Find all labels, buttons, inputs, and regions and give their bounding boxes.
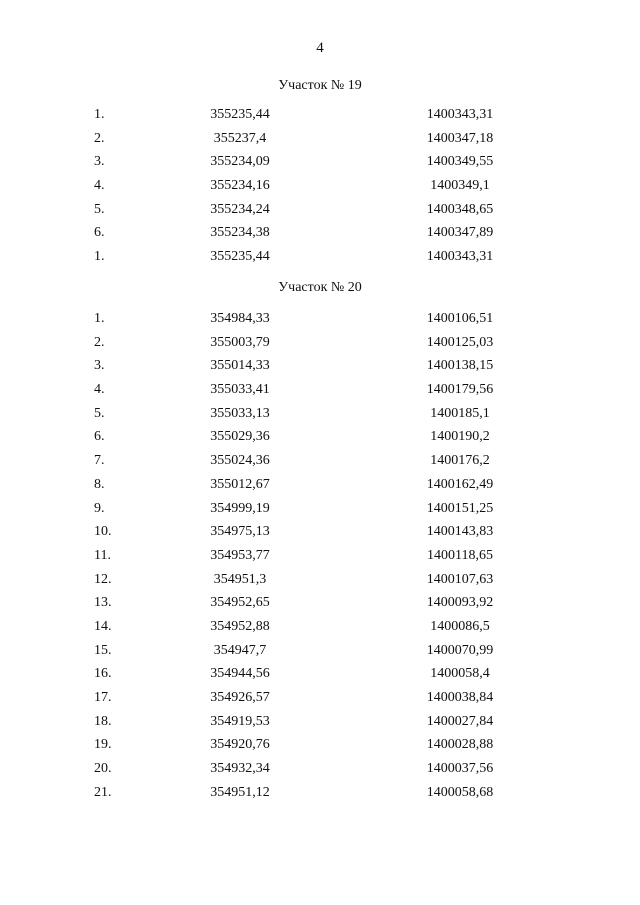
coordinate-x: 354947,7 bbox=[213, 642, 267, 658]
table-row bbox=[0, 615, 640, 639]
page-number: 4 bbox=[316, 40, 324, 56]
coordinate-y: 1400118,65 bbox=[427, 547, 493, 563]
coordinate-x: 354932,34 bbox=[210, 761, 270, 777]
coordinate-x: 354999,19 bbox=[210, 500, 270, 516]
coordinate-x: 355033,13 bbox=[210, 405, 270, 421]
coordinate-y: 1400070,99 bbox=[426, 642, 494, 658]
table-row bbox=[0, 221, 640, 245]
table-row bbox=[0, 781, 640, 805]
table-row bbox=[0, 174, 640, 198]
coordinate-x: 354926,57 bbox=[210, 690, 270, 705]
coordinate-y: 1400038,84 bbox=[426, 690, 494, 705]
table-row bbox=[0, 127, 640, 151]
coordinate-y: 1400348,65 bbox=[426, 201, 494, 217]
table-row bbox=[0, 354, 640, 378]
coordinate-x: 354975,13 bbox=[210, 524, 270, 540]
point-number: 3. bbox=[94, 154, 105, 170]
table-row bbox=[0, 331, 640, 355]
table-row bbox=[0, 307, 640, 331]
coordinate-x: 355012,67 bbox=[210, 476, 270, 492]
point-number: 4. bbox=[94, 178, 105, 194]
coordinate-x: 355024,36 bbox=[210, 453, 270, 469]
point-number: 6. bbox=[94, 429, 105, 445]
table-row bbox=[0, 662, 640, 686]
coordinate-x: 355237,4 bbox=[213, 130, 267, 146]
point-number: 5. bbox=[94, 201, 105, 217]
coordinate-y: 1400058,4 bbox=[430, 666, 490, 682]
table-row bbox=[0, 245, 640, 269]
point-number: 12. bbox=[94, 571, 112, 587]
coordinate-x: 354951,3 bbox=[213, 571, 267, 587]
coordinate-x: 355033,41 bbox=[210, 382, 270, 398]
table-row bbox=[0, 103, 640, 127]
coordinate-y: 1400143,83 bbox=[426, 524, 494, 540]
coordinate-y: 1400347,89 bbox=[426, 225, 494, 241]
point-number: 17. bbox=[94, 690, 112, 705]
point-number: 10. bbox=[94, 524, 112, 540]
coordinate-y: 1400185,1 bbox=[430, 405, 490, 421]
table-row bbox=[0, 198, 640, 222]
coordinate-y: 1400037,56 bbox=[426, 761, 494, 777]
coordinate-y: 1400343,31 bbox=[426, 107, 494, 122]
coordinate-y: 1400106,51 bbox=[426, 311, 494, 326]
point-number: 1. bbox=[94, 249, 105, 265]
point-number: 7. bbox=[94, 453, 105, 469]
point-number: 11. bbox=[94, 547, 111, 563]
coordinate-y: 1400086,5 bbox=[430, 618, 490, 634]
coordinate-y: 1400027,84 bbox=[426, 713, 494, 729]
table-row bbox=[0, 544, 640, 568]
coordinate-x: 355029,36 bbox=[210, 429, 270, 445]
coordinate-x: 355235,44 bbox=[210, 107, 270, 122]
point-number: 15. bbox=[94, 642, 112, 658]
coordinate-y: 1400093,92 bbox=[426, 595, 494, 611]
coordinate-y: 1400179,56 bbox=[426, 382, 494, 398]
coordinate-table bbox=[0, 103, 640, 269]
section-plot-19 bbox=[0, 74, 640, 269]
point-number: 1. bbox=[94, 311, 105, 326]
table-row bbox=[0, 449, 640, 473]
point-number: 9. bbox=[94, 500, 105, 516]
point-number: 19. bbox=[94, 737, 112, 753]
point-number: 8. bbox=[94, 476, 105, 492]
point-number: 2. bbox=[94, 130, 105, 146]
table-row bbox=[0, 757, 640, 781]
point-number: 1. bbox=[94, 107, 105, 122]
section-title: Участок № 19 bbox=[278, 78, 362, 93]
table-row bbox=[0, 378, 640, 402]
table-row bbox=[0, 710, 640, 734]
coordinate-x: 355234,38 bbox=[210, 225, 270, 241]
table-row bbox=[0, 473, 640, 497]
coordinate-y: 1400343,31 bbox=[426, 249, 494, 265]
table-row bbox=[0, 497, 640, 521]
coordinate-y: 1400176,2 bbox=[430, 453, 490, 469]
coordinate-y: 1400028,88 bbox=[426, 737, 494, 753]
point-number: 4. bbox=[94, 382, 105, 398]
coordinate-y: 1400138,15 bbox=[426, 358, 494, 374]
coordinate-y: 1400349,1 bbox=[430, 178, 490, 194]
coordinate-x: 355235,44 bbox=[210, 249, 270, 265]
coordinate-x: 354951,12 bbox=[210, 784, 270, 800]
section-title: Участок № 20 bbox=[278, 280, 362, 295]
coordinate-y: 1400107,63 bbox=[426, 571, 494, 587]
coordinate-x: 354984,33 bbox=[210, 311, 270, 326]
point-number: 6. bbox=[94, 225, 105, 241]
point-number: 3. bbox=[94, 358, 105, 374]
coordinate-x: 354944,56 bbox=[210, 666, 270, 682]
section-plot-20 bbox=[0, 276, 640, 804]
coordinate-x: 355234,16 bbox=[210, 178, 270, 194]
point-number: 21. bbox=[94, 784, 112, 800]
coordinate-x: 355234,09 bbox=[210, 154, 270, 170]
table-row bbox=[0, 733, 640, 757]
coordinate-x: 354952,88 bbox=[210, 618, 270, 634]
coordinate-table bbox=[0, 307, 640, 804]
coordinate-x: 354920,76 bbox=[210, 737, 270, 753]
coordinate-y: 1400058,68 bbox=[426, 784, 494, 800]
point-number: 2. bbox=[94, 334, 105, 350]
table-row bbox=[0, 591, 640, 615]
table-row bbox=[0, 639, 640, 663]
point-number: 13. bbox=[94, 595, 112, 611]
table-row bbox=[0, 520, 640, 544]
point-number: 20. bbox=[94, 761, 112, 777]
coordinate-y: 1400190,2 bbox=[430, 429, 490, 445]
table-row bbox=[0, 402, 640, 426]
coordinate-x: 354953,77 bbox=[210, 547, 270, 563]
table-row bbox=[0, 150, 640, 174]
coordinate-y: 1400349,55 bbox=[426, 154, 494, 170]
table-row bbox=[0, 425, 640, 449]
coordinate-y: 1400162,49 bbox=[426, 476, 494, 492]
table-row bbox=[0, 568, 640, 592]
coordinate-x: 355234,24 bbox=[210, 201, 270, 217]
point-number: 18. bbox=[94, 713, 112, 729]
point-number: 5. bbox=[94, 405, 105, 421]
coordinate-y: 1400125,03 bbox=[426, 334, 494, 350]
coordinate-x: 355003,79 bbox=[210, 334, 270, 350]
coordinate-y: 1400151,25 bbox=[426, 500, 494, 516]
coordinate-y: 1400347,18 bbox=[426, 130, 494, 146]
coordinate-x: 355014,33 bbox=[210, 358, 270, 374]
table-row bbox=[0, 686, 640, 710]
point-number: 14. bbox=[94, 618, 112, 634]
coordinate-x: 354952,65 bbox=[210, 595, 270, 611]
point-number: 16. bbox=[94, 666, 112, 682]
coordinate-x: 354919,53 bbox=[210, 713, 270, 729]
